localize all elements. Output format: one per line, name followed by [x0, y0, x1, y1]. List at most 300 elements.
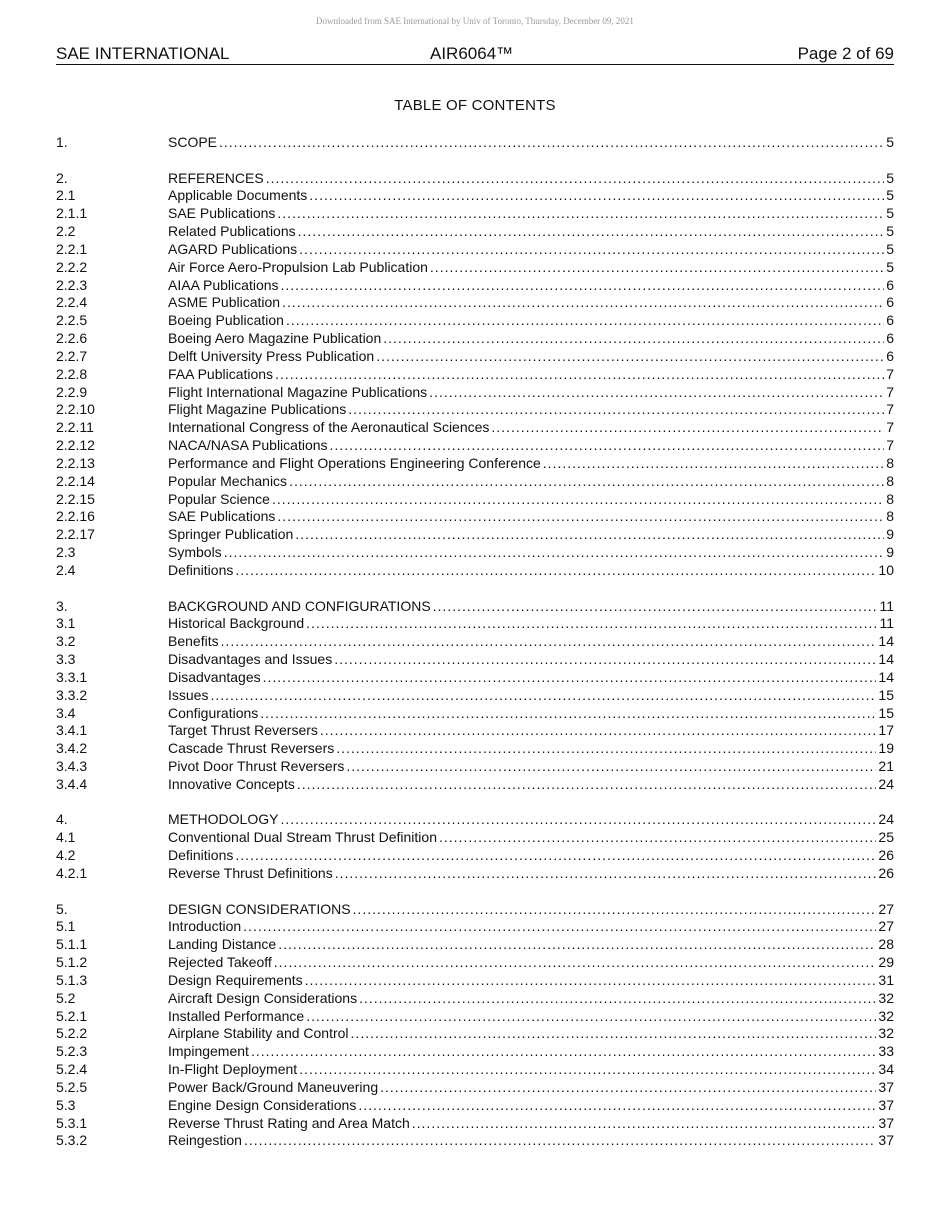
toc-entry[interactable]: [56, 758, 894, 776]
download-watermark: Downloaded from SAE International by Univ of Toronto, Thursday, December 09, 2021: [316, 16, 634, 26]
dot-leader: [277, 508, 884, 526]
toc-entry-page: 32: [878, 989, 894, 1006]
toc-entry-title[interactable]: Flight Magazine Publications: [168, 401, 347, 418]
toc-entry-number: 5.2.1: [56, 1007, 88, 1024]
toc-entry[interactable]: [56, 455, 894, 473]
dot-leader: [299, 1061, 876, 1079]
toc-entry[interactable]: [56, 705, 894, 723]
dot-leader: [335, 865, 877, 883]
dot-leader: [299, 241, 884, 259]
toc-entry-title[interactable]: Innovative Concepts: [168, 775, 295, 792]
toc-entry-number: 4.2.1: [56, 864, 88, 881]
toc-entry-line: [168, 740, 894, 758]
dot-leader: [295, 526, 884, 544]
toc-entry-number: 2.3: [56, 544, 76, 561]
dot-leader: [305, 972, 877, 990]
toc-entry-title[interactable]: Introduction: [168, 918, 242, 935]
toc-entry-line: [168, 633, 894, 651]
toc-entry-page: 6: [886, 294, 894, 311]
toc-entry[interactable]: [56, 633, 894, 651]
toc-entry-page: 15: [878, 686, 894, 703]
toc-entry-line: [168, 241, 894, 259]
toc-entry-page: 14: [878, 651, 894, 668]
toc-entry-line: [168, 455, 894, 473]
toc-entry[interactable]: [56, 811, 894, 829]
toc-entry-line: [168, 1115, 894, 1133]
toc-entry-title[interactable]: Boeing Aero Magazine Publication: [168, 330, 382, 347]
toc-entry[interactable]: [56, 1025, 894, 1043]
toc-entry-title[interactable]: Applicable Documents: [168, 187, 308, 204]
toc-entry-line: [168, 776, 894, 794]
toc-entry-page: 17: [878, 722, 894, 739]
toc-entry-number: 5.1.3: [56, 971, 88, 988]
toc-entry-line: [168, 277, 894, 295]
toc-entry-title[interactable]: Landing Distance: [168, 936, 277, 953]
toc-entry-page: 5: [886, 240, 894, 257]
toc-entry[interactable]: [56, 437, 894, 455]
toc-entry-title[interactable]: Power Back/Ground Maneuvering: [168, 1078, 379, 1095]
toc-entry-number: 3.4.2: [56, 740, 88, 757]
toc-entry-page: 34: [878, 1061, 894, 1078]
toc-entry-line: [168, 1132, 894, 1150]
toc-entry[interactable]: [56, 1079, 894, 1097]
dot-leader: [260, 705, 876, 723]
toc-entry[interactable]: [56, 241, 894, 259]
toc-entry-number: 1.: [56, 134, 68, 150]
toc-entry-page: 29: [878, 954, 894, 971]
toc-entry-page: 5: [886, 205, 894, 222]
toc-entry-title[interactable]: Pivot Door Thrust Reversers: [168, 757, 345, 774]
toc-entry-title[interactable]: Popular Science: [168, 490, 270, 507]
toc-entry-number: 2.1: [56, 187, 76, 204]
toc-entry-line: [168, 473, 894, 491]
toc-entry-line: [168, 1008, 894, 1026]
toc-entry-page: 6: [886, 276, 894, 293]
toc-entry-title[interactable]: In-Flight Deployment: [168, 1061, 298, 1078]
dot-leader: [439, 829, 876, 847]
toc-entry[interactable]: [56, 1132, 894, 1150]
toc-entry-line: [168, 936, 894, 954]
toc-entry-page: 5: [886, 169, 894, 186]
dot-leader: [266, 170, 885, 188]
toc-entry-title[interactable]: Popular Mechanics: [168, 472, 288, 489]
dot-leader: [433, 598, 878, 616]
toc-entry-number: 4.2: [56, 847, 76, 864]
toc-entry[interactable]: [56, 134, 894, 152]
toc-entry-number: 5.1.1: [56, 936, 88, 953]
toc-entry-page: 11: [879, 597, 894, 614]
dot-leader: [336, 740, 876, 758]
toc-entry-number: 5.2.3: [56, 1043, 88, 1060]
toc-entry[interactable]: [56, 651, 894, 669]
toc-entry-title[interactable]: SAE Publications: [168, 508, 276, 525]
toc-entry[interactable]: [56, 473, 894, 491]
dot-leader: [359, 990, 876, 1008]
toc-entry-line: [168, 348, 894, 366]
toc-entry[interactable]: [56, 901, 894, 919]
toc-entry-number: 2.2.16: [56, 508, 95, 525]
toc-entry-title[interactable]: Aircraft Design Considerations: [168, 989, 358, 1006]
toc-entry-page: 24: [878, 811, 894, 828]
toc-entry-line: [168, 865, 894, 883]
toc-entry-line: [168, 384, 894, 402]
toc-entry[interactable]: [56, 598, 894, 616]
toc-entry-title[interactable]: AIAA Publications: [168, 276, 279, 293]
toc-entry-page: 24: [878, 775, 894, 792]
toc-entry-line: [168, 1079, 894, 1097]
toc-entry[interactable]: [56, 348, 894, 366]
dot-leader: [346, 758, 876, 776]
toc-entry-page: 9: [886, 526, 894, 543]
dot-leader: [334, 651, 876, 669]
toc-entry-line: [168, 972, 894, 990]
toc-entry-page: 37: [878, 1096, 894, 1113]
dot-leader: [543, 455, 884, 473]
toc-entry-page: 25: [878, 829, 894, 846]
toc-entry-page: 11: [879, 615, 894, 632]
toc-entry-title[interactable]: Benefits: [168, 633, 219, 650]
toc-entry-line: [168, 562, 894, 580]
header-page-number: Page 2 of 69: [797, 44, 894, 63]
toc-entry-line: [168, 312, 894, 330]
toc-entry-number: 5.: [56, 900, 68, 917]
toc-entry-title[interactable]: Rejected Takeoff: [168, 954, 272, 971]
toc-entry-page: 9: [886, 544, 894, 561]
dot-leader: [244, 1132, 876, 1150]
toc-entry-line: [168, 134, 894, 152]
toc-entry-page: 7: [886, 419, 894, 436]
toc-entry[interactable]: [56, 829, 894, 847]
toc-entry-title[interactable]: Performance and Flight Operations Engineering Conference: [168, 454, 541, 471]
toc-entry-number: 2.2.4: [56, 294, 88, 311]
toc-entry-line: [168, 170, 894, 188]
toc-entry[interactable]: [56, 330, 894, 348]
toc-entry-line: [168, 1097, 894, 1115]
toc-entry-line: [168, 918, 894, 936]
toc-entry-number: 2.2.15: [56, 490, 95, 507]
toc-entry-title[interactable]: Definitions: [168, 561, 234, 578]
toc-entry-line: [168, 990, 894, 1008]
toc-entry-page: 8: [886, 472, 894, 489]
toc-entry[interactable]: [56, 205, 894, 223]
toc-entry-page: 6: [886, 347, 894, 364]
toc-entry[interactable]: [56, 990, 894, 1008]
toc-entry[interactable]: [56, 187, 894, 205]
toc-entry-line: [168, 205, 894, 223]
toc-entry-page: 5: [886, 134, 894, 150]
dot-leader: [380, 1079, 876, 1097]
toc-entry-title[interactable]: ASME Publication: [168, 294, 281, 311]
toc-entry-page: 37: [878, 1132, 894, 1149]
toc-entry[interactable]: [56, 170, 894, 188]
dot-leader: [277, 205, 884, 223]
toc-entry-title[interactable]: METHODOLOGY: [168, 811, 279, 828]
dot-leader: [281, 277, 885, 295]
toc-entry-title[interactable]: Conventional Dual Stream Thrust Definition: [168, 829, 437, 846]
toc-entry-line: [168, 615, 894, 633]
toc-entry[interactable]: [56, 259, 894, 277]
toc-entry[interactable]: [56, 847, 894, 865]
dot-leader: [210, 687, 876, 705]
toc-entry-page: 27: [878, 900, 894, 917]
toc-entry-number: 4.: [56, 811, 68, 828]
toc-entry-title[interactable]: Flight International Magazine Publications: [168, 383, 428, 400]
dot-leader: [429, 384, 884, 402]
toc-entry-page: 8: [886, 490, 894, 507]
toc-entry[interactable]: [56, 687, 894, 705]
toc-entry-number: 2.2.10: [56, 401, 95, 418]
toc-entry-title[interactable]: Disadvantages: [168, 668, 261, 685]
toc-entry-number: 3.4.4: [56, 775, 88, 792]
toc-entry-number: 5.2: [56, 989, 76, 1006]
toc-entry-title[interactable]: Springer Publication: [168, 526, 294, 543]
toc-entry[interactable]: [56, 562, 894, 580]
toc-entry-title[interactable]: Impingement: [168, 1043, 249, 1060]
toc-entry[interactable]: [56, 936, 894, 954]
toc-entry-title[interactable]: Issues: [168, 686, 209, 703]
dot-leader: [251, 1043, 876, 1061]
toc-entry[interactable]: [56, 1097, 894, 1115]
toc-entry[interactable]: [56, 918, 894, 936]
toc-entry-number: 2.2.14: [56, 472, 95, 489]
dot-leader: [306, 1008, 876, 1026]
toc-entry-title[interactable]: International Congress of the Aeronautical Sciences: [168, 419, 490, 436]
toc-entry-line: [168, 1043, 894, 1061]
toc-entry[interactable]: [56, 954, 894, 972]
toc-entry-line: [168, 366, 894, 384]
toc-entry-number: 2.2.6: [56, 330, 88, 347]
toc-entry[interactable]: [56, 1115, 894, 1133]
toc-entry[interactable]: [56, 740, 894, 758]
dot-leader: [280, 811, 876, 829]
header-organization: SAE INTERNATIONAL: [56, 44, 230, 63]
toc-entry-title[interactable]: Engine Design Considerations: [168, 1096, 357, 1113]
toc-entry-title[interactable]: BACKGROUND AND CONFIGURATIONS: [168, 597, 431, 614]
toc-entry-page: 7: [886, 401, 894, 418]
dot-leader: [282, 294, 884, 312]
toc-entry[interactable]: [56, 419, 894, 437]
toc-entry-title[interactable]: Related Publications: [168, 223, 296, 240]
dot-leader: [320, 722, 877, 740]
toc-entry[interactable]: [56, 508, 894, 526]
toc-title: TABLE OF CONTENTS: [394, 97, 556, 114]
toc-entry-page: 7: [886, 437, 894, 454]
table-of-contents: [56, 134, 894, 1150]
section-gap: [56, 883, 894, 901]
toc-entry-title[interactable]: Boeing Publication: [168, 312, 284, 329]
toc-entry[interactable]: [56, 972, 894, 990]
toc-entry-page: 26: [878, 864, 894, 881]
toc-entry[interactable]: [56, 366, 894, 384]
toc-entry-number: 2.2: [56, 223, 76, 240]
toc-entry-line: [168, 705, 894, 723]
page-header: [56, 44, 894, 65]
dot-leader: [351, 1025, 877, 1043]
toc-entry-line: [168, 526, 894, 544]
toc-entry-line: [168, 901, 894, 919]
dot-leader: [306, 615, 877, 633]
toc-entry-line: [168, 259, 894, 277]
dot-leader: [235, 847, 876, 865]
toc-entry-title[interactable]: Target Thrust Reversers: [168, 722, 318, 739]
toc-entry-line: [168, 651, 894, 669]
dot-leader: [309, 187, 884, 205]
toc-entry-title[interactable]: Definitions: [168, 847, 234, 864]
toc-entry-number: 5.1: [56, 918, 76, 935]
toc-entry-line: [168, 847, 894, 865]
toc-entry[interactable]: [56, 312, 894, 330]
toc-entry-line: [168, 491, 894, 509]
toc-entry-page: 28: [878, 936, 894, 953]
toc-entry-title[interactable]: NACA/NASA Publications: [168, 437, 328, 454]
toc-entry-title[interactable]: Design Requirements: [168, 971, 303, 988]
toc-entry-title[interactable]: Historical Background: [168, 615, 305, 632]
dot-leader: [278, 936, 876, 954]
toc-entry[interactable]: [56, 722, 894, 740]
toc-entry-page: 33: [878, 1043, 894, 1060]
section-gap: [56, 794, 894, 812]
toc-entry-line: [168, 1025, 894, 1043]
toc-entry-line: [168, 544, 894, 562]
toc-entry[interactable]: [56, 384, 894, 402]
toc-entry-page: 37: [878, 1114, 894, 1131]
toc-entry[interactable]: [56, 223, 894, 241]
toc-entry-number: 2.: [56, 169, 68, 186]
dot-leader: [298, 223, 885, 241]
toc-entry[interactable]: [56, 776, 894, 794]
toc-entry[interactable]: [56, 615, 894, 633]
toc-entry-page: 37: [878, 1078, 894, 1095]
toc-entry-title[interactable]: Reverse Thrust Rating and Area Match: [168, 1114, 410, 1131]
toc-entry-page: 6: [886, 330, 894, 347]
toc-entry-page: 26: [878, 847, 894, 864]
toc-entry-line: [168, 829, 894, 847]
toc-entry-number: 2.2.7: [56, 347, 88, 364]
toc-entry-page: 19: [878, 740, 894, 757]
toc-entry-title[interactable]: Reingestion: [168, 1132, 242, 1149]
toc-entry[interactable]: [56, 1043, 894, 1061]
toc-entry-number: 3.4: [56, 704, 76, 721]
toc-entry-line: [168, 294, 894, 312]
toc-entry[interactable]: [56, 865, 894, 883]
toc-entry-number: 3.3: [56, 651, 76, 668]
toc-entry-page: 6: [886, 312, 894, 329]
toc-entry-number: 2.2.12: [56, 437, 95, 454]
toc-entry-line: [168, 687, 894, 705]
dot-leader: [412, 1115, 877, 1133]
dot-leader: [243, 918, 876, 936]
toc-entry-page: 10: [878, 561, 894, 578]
toc-entry-number: 2.2.13: [56, 454, 95, 471]
toc-entry-title[interactable]: SAE Publications: [168, 205, 276, 222]
toc-entry-line: [168, 758, 894, 776]
toc-entry-title[interactable]: Delft University Press Publication: [168, 347, 375, 364]
toc-entry-title[interactable]: Configurations: [168, 704, 259, 721]
toc-entry-number: 3.1: [56, 615, 76, 632]
dot-leader: [353, 901, 877, 919]
toc-entry[interactable]: [56, 294, 894, 312]
toc-entry-title[interactable]: FAA Publications: [168, 365, 274, 382]
dot-leader: [272, 491, 884, 509]
toc-entry-line: [168, 722, 894, 740]
dot-leader: [275, 366, 884, 384]
dot-leader: [221, 633, 877, 651]
toc-entry-title[interactable]: Cascade Thrust Reversers: [168, 740, 335, 757]
toc-entry-title[interactable]: Disadvantages and Issues: [168, 651, 333, 668]
dot-leader: [330, 437, 885, 455]
toc-entry-page: 32: [878, 1025, 894, 1042]
toc-entry-number: 2.2.11: [56, 419, 94, 436]
toc-entry-title[interactable]: Installed Performance: [168, 1007, 305, 1024]
toc-entry-number: 2.2.1: [56, 240, 88, 257]
toc-entry-number: 2.2.8: [56, 365, 88, 382]
dot-leader: [430, 259, 884, 277]
toc-entry-number: 4.1: [56, 829, 76, 846]
toc-entry-number: 3.3.2: [56, 686, 88, 703]
toc-entry-title[interactable]: DESIGN CONSIDERATIONS: [168, 900, 351, 917]
dot-leader: [274, 954, 877, 972]
toc-entry[interactable]: [56, 1008, 894, 1026]
toc-entry[interactable]: [56, 1061, 894, 1079]
toc-entry-line: [168, 508, 894, 526]
toc-entry-number: 3.: [56, 597, 68, 614]
toc-entry-number: 2.2.3: [56, 276, 88, 293]
dot-leader: [219, 134, 884, 152]
toc-entry-title[interactable]: Air Force Aero-Propulsion Lab Publication: [168, 258, 428, 275]
toc-entry-number: 2.2.2: [56, 258, 88, 275]
toc-entry[interactable]: [56, 669, 894, 687]
toc-entry-page: 5: [886, 187, 894, 204]
toc-entry-title[interactable]: Symbols: [168, 544, 222, 561]
toc-entry-page: 8: [886, 508, 894, 525]
toc-entry-line: [168, 669, 894, 687]
toc-entry-title[interactable]: SCOPE: [168, 134, 218, 150]
toc-entry-title[interactable]: Reverse Thrust Definitions: [168, 864, 333, 881]
toc-entry-line: [168, 1061, 894, 1079]
toc-entry-line: [168, 419, 894, 437]
toc-entry-page: 14: [878, 633, 894, 650]
toc-entry-number: 3.4.3: [56, 757, 88, 774]
dot-leader: [358, 1097, 876, 1115]
dot-leader: [289, 473, 884, 491]
dot-leader: [376, 348, 884, 366]
toc-entry-number: 5.3.2: [56, 1132, 88, 1149]
toc-entry-title[interactable]: REFERENCES: [168, 169, 264, 186]
toc-entry[interactable]: [56, 544, 894, 562]
toc-entry-number: 2.2.5: [56, 312, 88, 329]
toc-entry-title[interactable]: Airplane Stability and Control: [168, 1025, 349, 1042]
toc-entry-page: 21: [878, 757, 894, 774]
toc-entry-line: [168, 330, 894, 348]
section-gap: [56, 152, 894, 170]
toc-entry-number: 3.2: [56, 633, 76, 650]
toc-entry-line: [168, 954, 894, 972]
toc-entry-line: [168, 401, 894, 419]
toc-entry[interactable]: [56, 277, 894, 295]
toc-entry[interactable]: [56, 401, 894, 419]
toc-entry-number: 5.2.4: [56, 1061, 88, 1078]
toc-entry[interactable]: [56, 491, 894, 509]
toc-entry-number: 5.1.2: [56, 954, 88, 971]
toc-entry[interactable]: [56, 526, 894, 544]
dot-leader: [235, 562, 876, 580]
dot-leader: [383, 330, 884, 348]
toc-entry-number: 2.4: [56, 561, 76, 578]
toc-entry-title[interactable]: AGARD Publications: [168, 240, 298, 257]
toc-entry-page: 5: [886, 258, 894, 275]
toc-entry-page: 15: [878, 704, 894, 721]
toc-entry-number: 5.3: [56, 1096, 76, 1113]
